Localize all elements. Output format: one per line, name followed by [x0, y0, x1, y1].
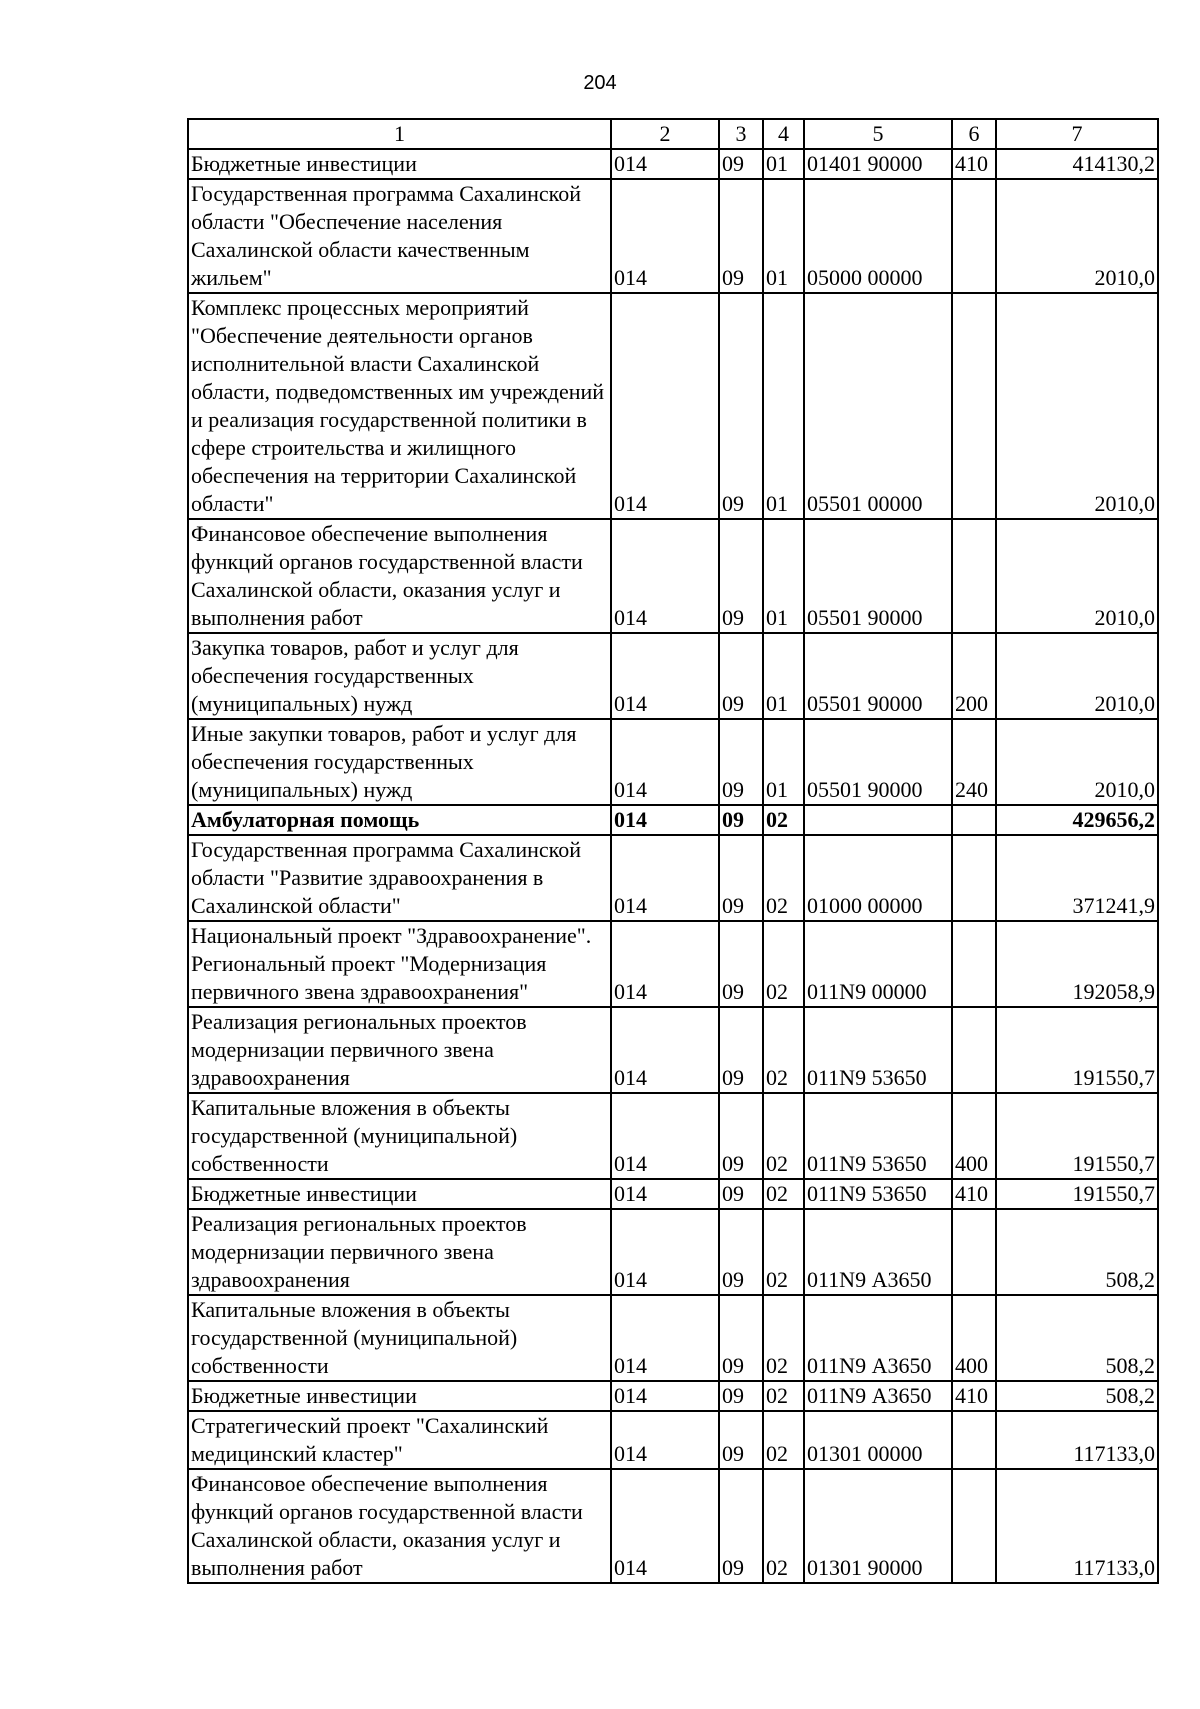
name-cell: Национальный проект "Здравоохранение". Региональный проект "Модернизация первичного звена здравоохранения" [188, 921, 611, 1007]
admin-code-cell: 014 [611, 519, 719, 633]
expense-type-cell: 410 [952, 1381, 996, 1411]
target-code-cell [804, 805, 952, 835]
name-cell: Реализация региональных проектов модернизации первичного звена здравоохранения [188, 1007, 611, 1093]
admin-code-cell: 014 [611, 633, 719, 719]
section-code-cell: 09 [719, 1295, 763, 1381]
table-row [188, 149, 1158, 179]
admin-code-cell: 014 [611, 149, 719, 179]
name-cell: Стратегический проект "Сахалинский медицинский кластер" [188, 1411, 611, 1469]
header-cell: 6 [952, 119, 996, 149]
amount-cell: 2010,0 [996, 719, 1158, 805]
section-code-cell: 09 [719, 835, 763, 921]
expense-type-cell [952, 179, 996, 293]
subsection-code-cell: 02 [763, 1381, 804, 1411]
target-code-cell: 011N9 А3650 [804, 1295, 952, 1381]
target-code-cell: 05501 90000 [804, 633, 952, 719]
expense-type-cell: 400 [952, 1295, 996, 1381]
target-code-cell: 011N9 53650 [804, 1093, 952, 1179]
header-cell: 5 [804, 119, 952, 149]
admin-code-cell: 014 [611, 179, 719, 293]
target-code-cell: 011N9 А3650 [804, 1381, 952, 1411]
name-cell: Капитальные вложения в объекты государственной (муниципальной) собственности [188, 1295, 611, 1381]
section-code-cell: 09 [719, 1179, 763, 1209]
expense-type-cell [952, 805, 996, 835]
target-code-cell: 05000 00000 [804, 179, 952, 293]
name-cell: Бюджетные инвестиции [188, 149, 611, 179]
target-code-cell: 01301 90000 [804, 1469, 952, 1583]
table-row [188, 1179, 1158, 1209]
subsection-code-cell: 01 [763, 149, 804, 179]
admin-code-cell: 014 [611, 293, 719, 519]
table-row [188, 921, 1158, 1007]
table-row [188, 1295, 1158, 1381]
target-code-cell: 011N9 А3650 [804, 1209, 952, 1295]
table-row [188, 835, 1158, 921]
amount-cell: 191550,7 [996, 1093, 1158, 1179]
amount-cell: 508,2 [996, 1381, 1158, 1411]
header-cell: 4 [763, 119, 804, 149]
expense-type-cell [952, 1411, 996, 1469]
section-code-cell: 09 [719, 1469, 763, 1583]
expense-type-cell: 200 [952, 633, 996, 719]
subsection-code-cell: 02 [763, 1007, 804, 1093]
name-cell: Реализация региональных проектов модернизации первичного звена здравоохранения [188, 1209, 611, 1295]
expense-type-cell: 410 [952, 1179, 996, 1209]
amount-cell: 117133,0 [996, 1411, 1158, 1469]
section-code-cell: 09 [719, 179, 763, 293]
section-code-cell: 09 [719, 1411, 763, 1469]
subsection-code-cell: 02 [763, 1469, 804, 1583]
expense-type-cell [952, 835, 996, 921]
name-cell: Государственная программа Сахалинской области "Обеспечение населения Сахалинской области качественным жильем" [188, 179, 611, 293]
header-cell: 3 [719, 119, 763, 149]
amount-cell: 117133,0 [996, 1469, 1158, 1583]
section-code-cell: 09 [719, 719, 763, 805]
name-cell: Финансовое обеспечение выполнения функций органов государственной власти Сахалинской области, оказания услуг и выполнения работ [188, 519, 611, 633]
expense-type-cell [952, 1209, 996, 1295]
budget-table [187, 118, 1159, 1584]
table-row [188, 805, 1158, 835]
name-cell: Бюджетные инвестиции [188, 1381, 611, 1411]
table-row [188, 1007, 1158, 1093]
section-code-cell: 09 [719, 805, 763, 835]
expense-type-cell [952, 293, 996, 519]
amount-cell: 192058,9 [996, 921, 1158, 1007]
section-code-cell: 09 [719, 1007, 763, 1093]
target-code-cell: 05501 90000 [804, 719, 952, 805]
section-code-cell: 09 [719, 1381, 763, 1411]
amount-cell: 2010,0 [996, 633, 1158, 719]
subsection-code-cell: 02 [763, 1295, 804, 1381]
section-code-cell: 09 [719, 1209, 763, 1295]
name-cell: Финансовое обеспечение выполнения функций органов государственной власти Сахалинской области, оказания услуг и выполнения работ [188, 1469, 611, 1583]
admin-code-cell: 014 [611, 1381, 719, 1411]
name-cell: Капитальные вложения в объекты государственной (муниципальной) собственности [188, 1093, 611, 1179]
section-code-cell: 09 [719, 1093, 763, 1179]
section-code-cell: 09 [719, 293, 763, 519]
subsection-code-cell: 01 [763, 719, 804, 805]
table-row [188, 1209, 1158, 1295]
subsection-code-cell: 02 [763, 805, 804, 835]
subsection-code-cell: 02 [763, 835, 804, 921]
admin-code-cell: 014 [611, 1469, 719, 1583]
amount-cell: 2010,0 [996, 519, 1158, 633]
target-code-cell: 01401 90000 [804, 149, 952, 179]
section-code-cell: 09 [719, 149, 763, 179]
section-code-cell: 09 [719, 921, 763, 1007]
table-row [188, 719, 1158, 805]
admin-code-cell: 014 [611, 1209, 719, 1295]
amount-cell: 414130,2 [996, 149, 1158, 179]
name-cell: Амбулаторная помощь [188, 805, 611, 835]
target-code-cell: 011N9 53650 [804, 1179, 952, 1209]
target-code-cell: 011N9 00000 [804, 921, 952, 1007]
target-code-cell: 05501 90000 [804, 519, 952, 633]
subsection-code-cell: 01 [763, 633, 804, 719]
expense-type-cell [952, 921, 996, 1007]
subsection-code-cell: 01 [763, 179, 804, 293]
amount-cell: 2010,0 [996, 293, 1158, 519]
section-code-cell: 09 [719, 519, 763, 633]
amount-cell: 508,2 [996, 1295, 1158, 1381]
table-row [188, 293, 1158, 519]
amount-cell: 191550,7 [996, 1179, 1158, 1209]
name-cell: Бюджетные инвестиции [188, 1179, 611, 1209]
amount-cell: 191550,7 [996, 1007, 1158, 1093]
amount-cell: 371241,9 [996, 835, 1158, 921]
name-cell: Закупка товаров, работ и услуг для обеспечения государственных (муниципальных) нужд [188, 633, 611, 719]
table-row [188, 519, 1158, 633]
table-row [188, 633, 1158, 719]
expense-type-cell: 240 [952, 719, 996, 805]
table-row [188, 179, 1158, 293]
table-row [188, 1411, 1158, 1469]
header-cell: 1 [188, 119, 611, 149]
section-code-cell: 09 [719, 633, 763, 719]
subsection-code-cell: 02 [763, 1411, 804, 1469]
admin-code-cell: 014 [611, 835, 719, 921]
expense-type-cell [952, 1469, 996, 1583]
target-code-cell: 01301 00000 [804, 1411, 952, 1469]
subsection-code-cell: 02 [763, 1093, 804, 1179]
expense-type-cell: 410 [952, 149, 996, 179]
admin-code-cell: 014 [611, 1007, 719, 1093]
amount-cell: 2010,0 [996, 179, 1158, 293]
admin-code-cell: 014 [611, 719, 719, 805]
name-cell: Комплекс процессных мероприятий "Обеспечение деятельности органов исполнительной власти Сахалинской области, подведомственных им учреждений и реализация государственной политики в сфере строительства и жилищного обеспечения на территории Сахалинской области" [188, 293, 611, 519]
expense-type-cell: 400 [952, 1093, 996, 1179]
amount-cell: 429656,2 [996, 805, 1158, 835]
expense-type-cell [952, 1007, 996, 1093]
target-code-cell: 011N9 53650 [804, 1007, 952, 1093]
admin-code-cell: 014 [611, 921, 719, 1007]
subsection-code-cell: 02 [763, 1209, 804, 1295]
admin-code-cell: 014 [611, 805, 719, 835]
table-row [188, 1469, 1158, 1583]
page-number: 204 [583, 72, 617, 94]
admin-code-cell: 014 [611, 1179, 719, 1209]
admin-code-cell: 014 [611, 1295, 719, 1381]
name-cell: Государственная программа Сахалинской области "Развитие здравоохранения в Сахалинской области" [188, 835, 611, 921]
table-row [188, 1093, 1158, 1179]
name-cell: Иные закупки товаров, работ и услуг для обеспечения государственных (муниципальных) нужд [188, 719, 611, 805]
admin-code-cell: 014 [611, 1093, 719, 1179]
subsection-code-cell: 02 [763, 921, 804, 1007]
amount-cell: 508,2 [996, 1209, 1158, 1295]
target-code-cell: 01000 00000 [804, 835, 952, 921]
expense-type-cell [952, 519, 996, 633]
subsection-code-cell: 02 [763, 1179, 804, 1209]
target-code-cell: 05501 00000 [804, 293, 952, 519]
subsection-code-cell: 01 [763, 293, 804, 519]
header-cell: 7 [996, 119, 1158, 149]
table-row [188, 1381, 1158, 1411]
subsection-code-cell: 01 [763, 519, 804, 633]
table-header-row [188, 119, 1158, 149]
header-cell: 2 [611, 119, 719, 149]
admin-code-cell: 014 [611, 1411, 719, 1469]
